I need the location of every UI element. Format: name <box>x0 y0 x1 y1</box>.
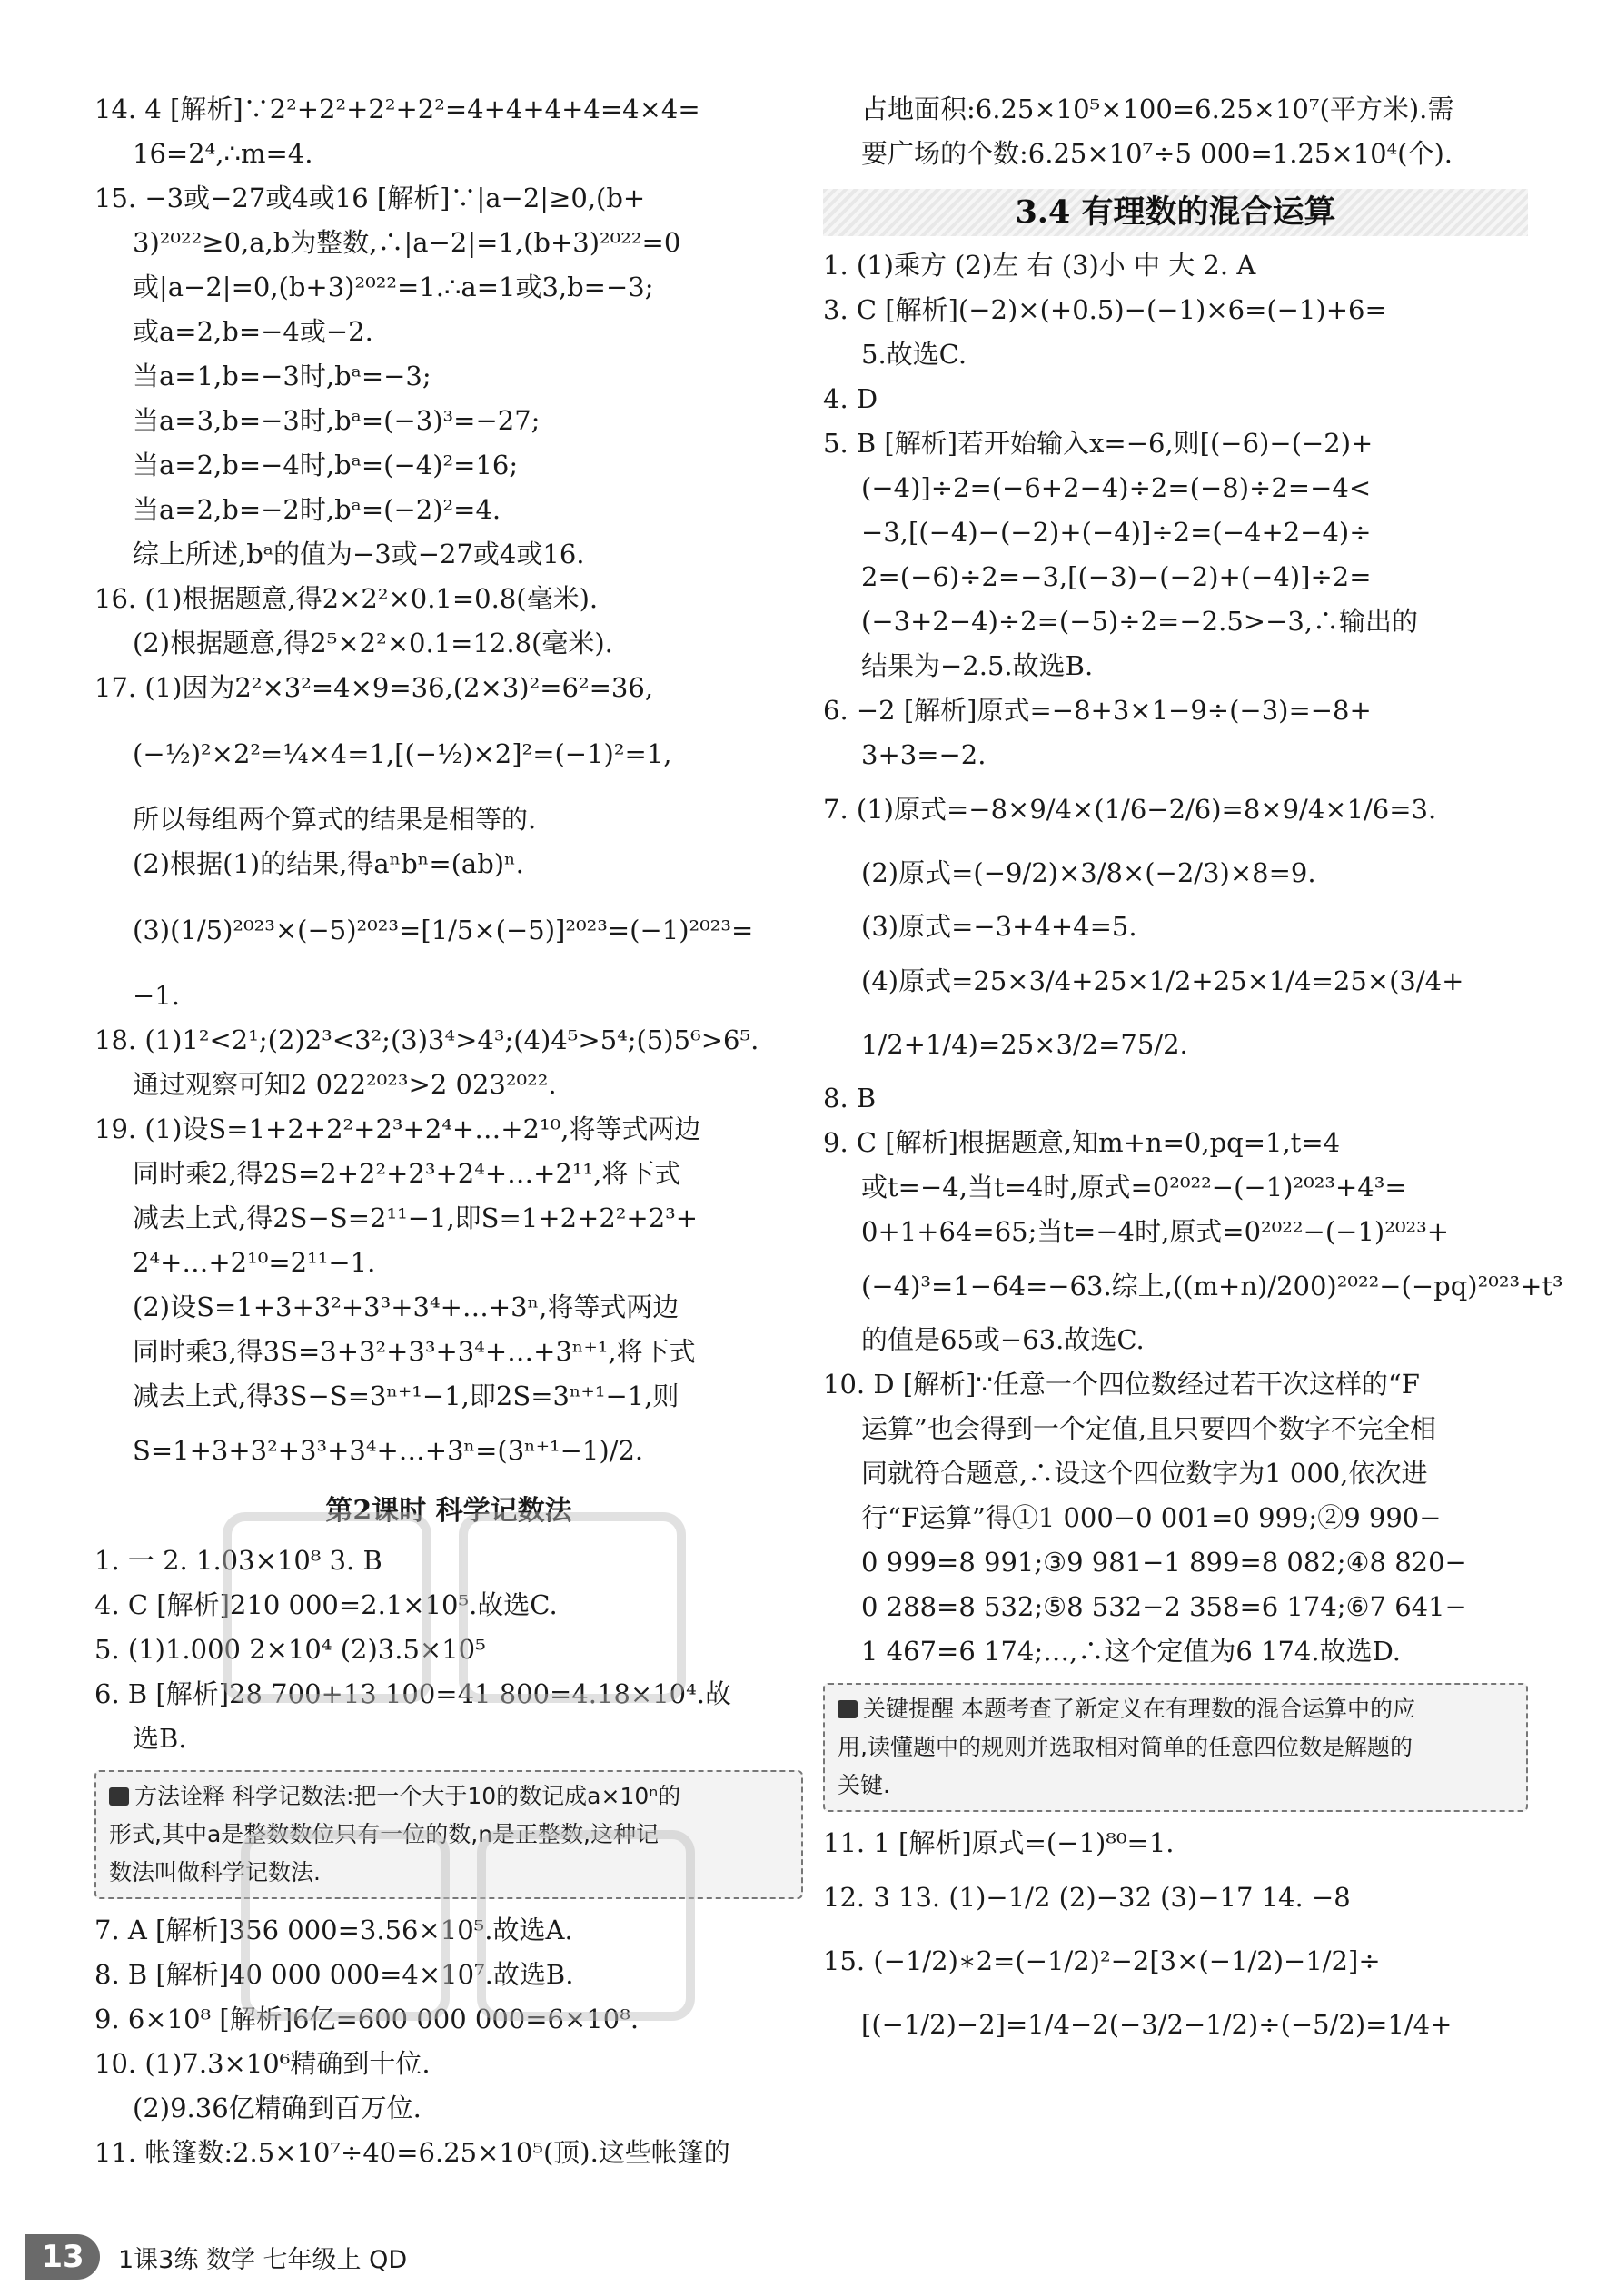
answer-line: 选B. <box>133 1723 187 1754</box>
answer-line: 当a=3,b=−3时,bᵃ=(−3)³=−27; <box>133 405 541 436</box>
answer-line: 15. −3或−27或4或16 [解析]∵|a−2|≥0,(b+ <box>94 183 646 213</box>
answer-line: 通过观察可知2 022²⁰²³>2 023²⁰²². <box>133 1069 557 1100</box>
answer-line: (−3+2−4)÷2=(−5)÷2=−2.5>−3,∴输出的 <box>861 606 1419 637</box>
answer-line: 行“F运算”得①1 000−0 001=0 999;②9 990− <box>861 1502 1442 1533</box>
answer-line: (3)(1/5)²⁰²³×(−5)²⁰²³=[1/5×(−5)]²⁰²³=(−1)²⁰²³= <box>133 915 754 945</box>
book-icon <box>838 1700 858 1718</box>
answer-line: 0+1+64=65;当t=−4时,原式=0²⁰²²−(−1)²⁰²³+ <box>861 1216 1450 1247</box>
answer-line: 的值是65或−63.故选C. <box>861 1324 1145 1355</box>
answer-line: 或|a−2|=0,(b+3)²⁰²²=1.∴a=1或3,b=−3; <box>133 272 654 302</box>
answer-line: 9. C [解析]根据题意,知m+n=0,pq=1,t=4 <box>823 1127 1341 1158</box>
answer-line: 5.故选C. <box>861 339 967 370</box>
watermark-logo <box>191 1489 736 2071</box>
answer-line: 4. C [解析]210 000=2.1×10⁵.故选C. <box>94 1589 558 1620</box>
answer-line: 12. 3 13. (1)−1/2 (2)−32 (3)−17 14. −8 <box>823 1882 1351 1913</box>
answer-line: 2=(−6)÷2=−3,[(−3)−(−2)+(−4)]÷2= <box>861 561 1372 592</box>
answer-line: 1 467=6 174;…,∴这个定值为6 174.故选D. <box>861 1636 1402 1667</box>
answer-line: 要广场的个数:6.25×10⁷÷5 000=1.25×10⁴(个). <box>861 138 1453 169</box>
answer-line: 同时乘2,得2S=2+2²+2³+2⁴+…+2¹¹,将下式 <box>133 1158 681 1189</box>
answer-line: (3)原式=−3+4+4=5. <box>861 911 1137 942</box>
answer-line: (4)原式=25×3/4+25×1/2+25×1/4=25×(3/4+ <box>861 965 1464 996</box>
answer-line: 1/2+1/4)=25×3/2=75/2. <box>861 1029 1188 1060</box>
answer-line: 当a=2,b=−4时,bᵃ=(−4)²=16; <box>133 450 519 480</box>
answer-line: 9. 6×10⁸ [解析]6亿=600 000 000=6×10⁸. <box>94 2004 640 2034</box>
answer-line: (2)根据(1)的结果,得aⁿbⁿ=(ab)ⁿ. <box>133 848 524 879</box>
section-title: 3.4 有理数的混合运算 <box>823 189 1528 236</box>
method-tip-line-2: 形式,其中a是整数数位只有一位的数,n是正整数,这种记 <box>109 1821 660 1847</box>
answer-line: 3+3=−2. <box>861 739 987 770</box>
answer-line: (−4)³=1−64=−63.综上,((m+n)/200)²⁰²²−(−pq)²⁰²³+t³ <box>861 1271 1563 1301</box>
page-footer <box>25 2232 407 2281</box>
answers-14-19 <box>94 87 803 1482</box>
answer-line: [(−1/2)−2]=1/4−2(−3/2−1/2)÷(−5/2)=1/4+ <box>861 2009 1453 2040</box>
answer-line: 0 288=8 532;⑤8 532−2 358=6 174;⑥7 641− <box>861 1591 1467 1622</box>
right-column <box>823 87 1563 2056</box>
answer-line: 11. 帐篷数:2.5×10⁷÷40=6.25×10⁵(顶).这些帐篷的 <box>94 2137 730 2168</box>
answers-mixed-operations-1-10 <box>823 243 1563 1674</box>
answer-line: 3. C [解析](−2)×(+0.5)−(−1)×6=(−1)+6= <box>823 294 1387 325</box>
answer-line: 16. (1)根据题意,得2×2²×0.1=0.8(毫米). <box>94 583 599 614</box>
answer-line: S=1+3+3²+3³+3⁴+…+3ⁿ=(3ⁿ⁺¹−1)/2. <box>133 1435 644 1466</box>
answer-line: 15. (−1/2)∗2=(−1/2)²−2[3×(−1/2)−1/2]÷ <box>823 1945 1381 1976</box>
answer-line: 11. 1 [解析]原式=(−1)⁸⁰=1. <box>823 1827 1175 1858</box>
lesson-subtitle: 第2课时 科学记数法 <box>325 1495 572 1527</box>
answer-line: 或t=−4,当t=4时,原式=0²⁰²²−(−1)²⁰²³+4³= <box>861 1172 1407 1202</box>
answer-line: 17. (1)因为2²×3²=4×9=36,(2×3)²=6²=36, <box>94 672 654 703</box>
answer-line: 3)²⁰²²≥0,a,b为整数,∴|a−2|=1,(b+3)²⁰²²=0 <box>133 227 681 258</box>
answer-line: 8. B [解析]40 000 000=4×10⁷.故选B. <box>94 1959 574 1990</box>
answer-line: (2)设S=1+3+3²+3³+3⁴+…+3ⁿ,将等式两边 <box>133 1292 679 1322</box>
answer-line: 2⁴+…+2¹⁰=2¹¹−1. <box>133 1247 376 1278</box>
answer-line: (2)原式=(−9/2)×3/8×(−2/3)×8=9. <box>861 857 1316 888</box>
answer-line: 综上所述,bᵃ的值为−3或−27或4或16. <box>133 539 585 569</box>
answer-line: (−½)²×2²=¼×4=1,[(−½)×2]²=(−1)²=1, <box>133 738 672 769</box>
answer-line: 16=2⁴,∴m=4. <box>133 138 313 169</box>
method-tip-line-3: 数法叫做科学记数法. <box>109 1859 321 1885</box>
key-reminder-line-2: 用,读懂题中的规则并选取相对简单的任意四位数是解题的 <box>838 1734 1413 1760</box>
answer-line: 7. A [解析]356 000=3.56×10⁵.故选A. <box>94 1915 573 1945</box>
answer-line: 减去上式,得2S−S=2¹¹−1,即S=1+2+2²+2³+ <box>133 1202 699 1233</box>
answer-11-continued <box>823 87 1528 176</box>
answer-line: 同时乘3,得3S=3+3²+3³+3⁴+…+3ⁿ⁺¹,将下式 <box>133 1336 696 1367</box>
answer-line: 0 999=8 991;③9 981−1 899=8 082;④8 820− <box>861 1547 1467 1578</box>
answer-line: 占地面积:6.25×10⁵×100=6.25×10⁷(平方米).需 <box>861 94 1454 124</box>
key-reminder-line-1: 关键提醒 本题考查了新定义在有理数的混合运算中的应 <box>838 1690 1513 1728</box>
answer-line: −1. <box>133 980 180 1011</box>
answer-line: 或a=2,b=−4或−2. <box>133 316 373 347</box>
answer-line: (2)根据题意,得2⁵×2²×0.1=12.8(毫米). <box>133 628 613 658</box>
answer-line: 10. D [解析]∵任意一个四位数经过若干次这样的“F <box>823 1369 1420 1400</box>
answer-line: 6. B [解析]28 700+13 100=41 800=4.18×10⁴.故 <box>94 1678 731 1709</box>
answer-line: 5. B [解析]若开始输入x=−6,则[(−6)−(−2)+ <box>823 428 1374 459</box>
answer-line: 当a=2,b=−2时,bᵃ=(−2)²=4. <box>133 494 501 525</box>
answer-line: 8. B <box>823 1083 877 1113</box>
page-number: 13 <box>25 2234 100 2280</box>
answer-line: (−4)]÷2=(−6+2−4)÷2=(−8)÷2=−4< <box>861 472 1372 503</box>
answer-line: 7. (1)原式=−8×9/4×(1/6−2/6)=8×9/4×1/6=3. <box>823 794 1437 825</box>
answer-line: −3,[(−4)−(−2)+(−4)]÷2=(−4+2−4)÷ <box>861 517 1372 548</box>
answer-line: 减去上式,得3S−S=3ⁿ⁺¹−1,即2S=3ⁿ⁺¹−1,则 <box>133 1381 679 1411</box>
answer-line: 10. (1)7.3×10⁶精确到十位. <box>94 2048 431 2079</box>
answer-line: (2)9.36亿精确到百万位. <box>133 2093 422 2123</box>
book-icon <box>109 1787 129 1806</box>
key-reminder-line-3: 关键. <box>838 1772 890 1798</box>
answer-line: 运算”也会得到一个定值,且只要四个数字不完全相 <box>861 1413 1437 1444</box>
answer-line: 结果为−2.5.故选B. <box>861 650 1094 681</box>
key-reminder-box <box>823 1683 1528 1812</box>
answer-line: 同就符合题意,∴设这个四位数字为1 000,依次进 <box>861 1458 1428 1489</box>
answer-line: 6. −2 [解析]原式=−8+3×1−9÷(−3)=−8+ <box>823 695 1372 726</box>
answer-line: 18. (1)1²<2¹;(2)2³<3²;(3)3⁴>4³;(4)4⁵>5⁴;(5)5⁶>6⁵. <box>94 1024 759 1055</box>
answer-line: 所以每组两个算式的结果是相等的. <box>133 804 537 835</box>
answer-line: 19. (1)设S=1+2+2²+2³+2⁴+…+2¹⁰,将等式两边 <box>94 1113 701 1144</box>
book-title: 1课3练 数学 七年级上 QD <box>118 2245 408 2274</box>
answer-line: 14. 4 [解析]∵2²+2²+2²+2²=4+4+4+4=4×4= <box>94 94 700 124</box>
answer-line: 4. D <box>823 383 878 414</box>
answers-mixed-operations-11-15 <box>823 1821 1528 2056</box>
answer-line: 当a=1,b=−3时,bᵃ=−3; <box>133 361 431 391</box>
method-tip-line-1: 方法诠释 科学记数法:把一个大于10的数记成a×10ⁿ的 <box>109 1777 789 1816</box>
answer-line: 1. (1)乘方 (2)左 右 (3)小 中 大 2. A <box>823 250 1256 281</box>
answer-line: 1. 一 2. 1.03×10⁸ 3. B <box>94 1545 382 1576</box>
answer-line: 5. (1)1.000 2×10⁴ (2)3.5×10⁵ <box>94 1634 486 1665</box>
